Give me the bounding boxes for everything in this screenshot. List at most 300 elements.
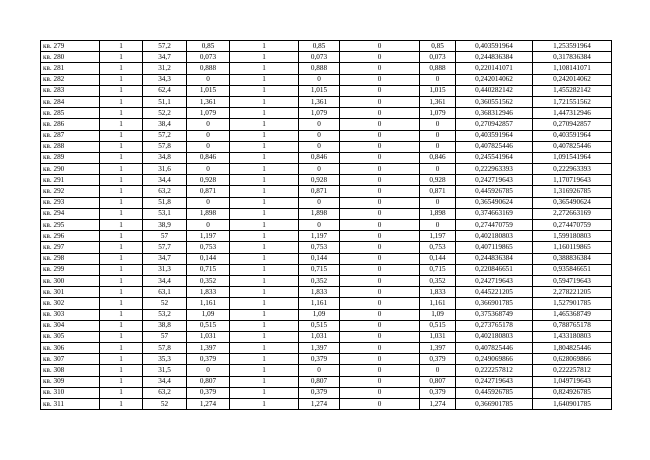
- value-a-cell: 1,09: [187, 309, 230, 320]
- factor-cell: 1: [230, 96, 299, 107]
- value-c-cell: 1,833: [420, 287, 456, 298]
- table-row: [41, 186, 612, 197]
- rate-cell: 0,273765178: [456, 320, 533, 331]
- value-a-cell: 1,197: [187, 231, 230, 242]
- factor-cell: 1: [230, 63, 299, 74]
- value-b-cell: 1,015: [299, 85, 340, 96]
- table-row: [41, 320, 612, 331]
- value-c-cell: 1,274: [420, 399, 456, 410]
- apartment-cell: кв. 284: [41, 96, 100, 107]
- rate-cell: 0,407825446: [456, 141, 533, 152]
- rate-cell: 0,242014062: [456, 74, 533, 85]
- zero-cell: 0: [340, 208, 420, 219]
- count-cell: 1: [100, 309, 143, 320]
- area-cell: 57: [143, 331, 187, 342]
- count-cell: 1: [100, 63, 143, 74]
- total-cell: 1,465368749: [533, 309, 612, 320]
- count-cell: 1: [100, 175, 143, 186]
- area-cell: 34,4: [143, 175, 187, 186]
- value-c-cell: 0: [420, 197, 456, 208]
- zero-cell: 0: [340, 309, 420, 320]
- value-b-cell: 1,031: [299, 331, 340, 342]
- value-a-cell: 0,871: [187, 186, 230, 197]
- total-cell: 0,407825446: [533, 141, 612, 152]
- table-row: [41, 264, 612, 275]
- factor-cell: 1: [230, 85, 299, 96]
- table-row: [41, 130, 612, 141]
- value-b-cell: 0: [299, 74, 340, 85]
- table-body: [41, 41, 612, 410]
- total-cell: 0,270942857: [533, 119, 612, 130]
- count-cell: 1: [100, 287, 143, 298]
- rate-cell: 0,242719643: [456, 376, 533, 387]
- table-row: [41, 52, 612, 63]
- table-row: [41, 231, 612, 242]
- table-row: [41, 96, 612, 107]
- value-c-cell: 0,352: [420, 275, 456, 286]
- zero-cell: 0: [340, 331, 420, 342]
- count-cell: 1: [100, 141, 143, 152]
- total-cell: 1,316926785: [533, 186, 612, 197]
- area-cell: 57,8: [143, 141, 187, 152]
- value-c-cell: 0,715: [420, 264, 456, 275]
- count-cell: 1: [100, 208, 143, 219]
- count-cell: 1: [100, 108, 143, 119]
- total-cell: 1,640901785: [533, 399, 612, 410]
- value-b-cell: 0: [299, 119, 340, 130]
- table-row: [41, 343, 612, 354]
- total-cell: 1,160119865: [533, 242, 612, 253]
- zero-cell: 0: [340, 85, 420, 96]
- zero-cell: 0: [340, 152, 420, 163]
- value-c-cell: 0: [420, 220, 456, 231]
- apartment-cell: кв. 302: [41, 298, 100, 309]
- zero-cell: 0: [340, 387, 420, 398]
- rate-cell: 0,403591964: [456, 130, 533, 141]
- factor-cell: 1: [230, 119, 299, 130]
- rate-cell: 0,220846651: [456, 264, 533, 275]
- area-cell: 52: [143, 298, 187, 309]
- apartment-cell: кв. 294: [41, 208, 100, 219]
- apartment-cell: кв. 292: [41, 186, 100, 197]
- table-row: [41, 152, 612, 163]
- zero-cell: 0: [340, 164, 420, 175]
- table-row: [41, 85, 612, 96]
- count-cell: 1: [100, 85, 143, 96]
- total-cell: 1,527901785: [533, 298, 612, 309]
- apartment-cell: кв. 310: [41, 387, 100, 398]
- zero-cell: 0: [340, 399, 420, 410]
- value-c-cell: 0,928: [420, 175, 456, 186]
- area-cell: 63,1: [143, 287, 187, 298]
- table-row: [41, 287, 612, 298]
- total-cell: 1,447312946: [533, 108, 612, 119]
- factor-cell: 1: [230, 343, 299, 354]
- area-cell: 57,7: [143, 242, 187, 253]
- count-cell: 1: [100, 96, 143, 107]
- value-a-cell: 0: [187, 74, 230, 85]
- value-c-cell: 0: [420, 119, 456, 130]
- value-b-cell: 1,833: [299, 287, 340, 298]
- zero-cell: 0: [340, 41, 420, 52]
- rate-cell: 0,440282142: [456, 85, 533, 96]
- area-cell: 53,2: [143, 309, 187, 320]
- zero-cell: 0: [340, 175, 420, 186]
- count-cell: 1: [100, 354, 143, 365]
- zero-cell: 0: [340, 275, 420, 286]
- factor-cell: 1: [230, 197, 299, 208]
- apartment-cell: кв. 296: [41, 231, 100, 242]
- area-cell: 31,6: [143, 164, 187, 175]
- zero-cell: 0: [340, 264, 420, 275]
- factor-cell: 1: [230, 298, 299, 309]
- total-cell: 1,108141071: [533, 63, 612, 74]
- apartment-cell: кв. 305: [41, 331, 100, 342]
- value-a-cell: 0,715: [187, 264, 230, 275]
- factor-cell: 1: [230, 130, 299, 141]
- factor-cell: 1: [230, 74, 299, 85]
- count-cell: 1: [100, 197, 143, 208]
- total-cell: 0,222963393: [533, 164, 612, 175]
- table-row: [41, 331, 612, 342]
- table-row: [41, 197, 612, 208]
- total-cell: 1,433180803: [533, 331, 612, 342]
- area-cell: 57,2: [143, 130, 187, 141]
- value-c-cell: 0: [420, 164, 456, 175]
- total-cell: 0,628069866: [533, 354, 612, 365]
- rate-cell: 0,407119865: [456, 242, 533, 253]
- value-c-cell: 0,807: [420, 376, 456, 387]
- table-row: [41, 309, 612, 320]
- value-a-cell: 1,161: [187, 298, 230, 309]
- count-cell: 1: [100, 119, 143, 130]
- total-cell: 1,091541964: [533, 152, 612, 163]
- value-b-cell: 0,352: [299, 275, 340, 286]
- area-cell: 38,4: [143, 119, 187, 130]
- factor-cell: 1: [230, 141, 299, 152]
- count-cell: 1: [100, 376, 143, 387]
- count-cell: 1: [100, 220, 143, 231]
- count-cell: 1: [100, 253, 143, 264]
- count-cell: 1: [100, 164, 143, 175]
- value-b-cell: 0,379: [299, 354, 340, 365]
- apartment-cell: кв. 306: [41, 343, 100, 354]
- value-b-cell: 0,846: [299, 152, 340, 163]
- value-b-cell: 0,753: [299, 242, 340, 253]
- rate-cell: 0,445926785: [456, 186, 533, 197]
- area-cell: 57: [143, 231, 187, 242]
- value-a-cell: 1,079: [187, 108, 230, 119]
- total-cell: 2,272663169: [533, 208, 612, 219]
- count-cell: 1: [100, 264, 143, 275]
- table-row: [41, 253, 612, 264]
- total-cell: 1,455282142: [533, 85, 612, 96]
- table-row: [41, 141, 612, 152]
- table-row: [41, 399, 612, 410]
- value-b-cell: 0,715: [299, 264, 340, 275]
- factor-cell: 1: [230, 275, 299, 286]
- value-b-cell: 1,09: [299, 309, 340, 320]
- apartment-cell: кв. 308: [41, 365, 100, 376]
- value-a-cell: 0,352: [187, 275, 230, 286]
- zero-cell: 0: [340, 242, 420, 253]
- zero-cell: 0: [340, 231, 420, 242]
- value-a-cell: 1,031: [187, 331, 230, 342]
- apartment-cell: кв. 293: [41, 197, 100, 208]
- rate-cell: 0,360551562: [456, 96, 533, 107]
- value-a-cell: 0,807: [187, 376, 230, 387]
- table-row: [41, 108, 612, 119]
- area-cell: 34,4: [143, 376, 187, 387]
- zero-cell: 0: [340, 108, 420, 119]
- value-a-cell: 0,928: [187, 175, 230, 186]
- value-b-cell: 1,898: [299, 208, 340, 219]
- value-b-cell: 0,144: [299, 253, 340, 264]
- total-cell: 0,935846651: [533, 264, 612, 275]
- value-a-cell: 0: [187, 164, 230, 175]
- zero-cell: 0: [340, 220, 420, 231]
- value-b-cell: 0,073: [299, 52, 340, 63]
- area-cell: 35,3: [143, 354, 187, 365]
- value-c-cell: 1,015: [420, 85, 456, 96]
- value-c-cell: 0,515: [420, 320, 456, 331]
- factor-cell: 1: [230, 331, 299, 342]
- value-c-cell: 0,846: [420, 152, 456, 163]
- value-a-cell: 0: [187, 141, 230, 152]
- total-cell: 0,274470759: [533, 220, 612, 231]
- zero-cell: 0: [340, 186, 420, 197]
- value-c-cell: 0,871: [420, 186, 456, 197]
- apartment-cell: кв. 307: [41, 354, 100, 365]
- count-cell: 1: [100, 74, 143, 85]
- value-b-cell: 0: [299, 164, 340, 175]
- value-c-cell: 0,379: [420, 354, 456, 365]
- apartment-cell: кв. 311: [41, 399, 100, 410]
- factor-cell: 1: [230, 287, 299, 298]
- count-cell: 1: [100, 331, 143, 342]
- count-cell: 1: [100, 41, 143, 52]
- apartment-cell: кв. 300: [41, 275, 100, 286]
- count-cell: 1: [100, 275, 143, 286]
- rate-cell: 0,402180803: [456, 231, 533, 242]
- total-cell: 0,317836384: [533, 52, 612, 63]
- rate-cell: 0,365490624: [456, 197, 533, 208]
- area-cell: 31,2: [143, 63, 187, 74]
- table-row: [41, 275, 612, 286]
- apartment-cell: кв. 291: [41, 175, 100, 186]
- rate-cell: 0,244836384: [456, 52, 533, 63]
- value-c-cell: 0,888: [420, 63, 456, 74]
- value-c-cell: 0: [420, 365, 456, 376]
- value-b-cell: 0,379: [299, 387, 340, 398]
- value-b-cell: 0,871: [299, 186, 340, 197]
- factor-cell: 1: [230, 208, 299, 219]
- apartment-cell: кв. 287: [41, 130, 100, 141]
- area-cell: 63,2: [143, 387, 187, 398]
- value-c-cell: 1,361: [420, 96, 456, 107]
- table-row: [41, 220, 612, 231]
- zero-cell: 0: [340, 130, 420, 141]
- total-cell: 1,804825446: [533, 343, 612, 354]
- count-cell: 1: [100, 186, 143, 197]
- value-a-cell: 0: [187, 130, 230, 141]
- total-cell: 0,594719643: [533, 275, 612, 286]
- rate-cell: 0,245541964: [456, 152, 533, 163]
- table-row: [41, 208, 612, 219]
- value-b-cell: 0: [299, 220, 340, 231]
- apartment-cell: кв. 286: [41, 119, 100, 130]
- value-b-cell: 0: [299, 365, 340, 376]
- area-cell: 52,2: [143, 108, 187, 119]
- factor-cell: 1: [230, 309, 299, 320]
- zero-cell: 0: [340, 320, 420, 331]
- value-b-cell: 1,361: [299, 96, 340, 107]
- apartment-cell: кв. 298: [41, 253, 100, 264]
- apartment-cell: кв. 279: [41, 41, 100, 52]
- value-a-cell: 0,888: [187, 63, 230, 74]
- zero-cell: 0: [340, 298, 420, 309]
- value-c-cell: 0,379: [420, 387, 456, 398]
- total-cell: 0,788765178: [533, 320, 612, 331]
- value-a-cell: 0: [187, 119, 230, 130]
- zero-cell: 0: [340, 119, 420, 130]
- table-row: [41, 63, 612, 74]
- value-a-cell: 1,898: [187, 208, 230, 219]
- count-cell: 1: [100, 130, 143, 141]
- factor-cell: 1: [230, 108, 299, 119]
- zero-cell: 0: [340, 354, 420, 365]
- apartment-cell: кв. 282: [41, 74, 100, 85]
- table-row: [41, 365, 612, 376]
- rate-cell: 0,274470759: [456, 220, 533, 231]
- value-b-cell: 1,274: [299, 399, 340, 410]
- area-cell: 62,4: [143, 85, 187, 96]
- value-b-cell: 0,85: [299, 41, 340, 52]
- rate-cell: 0,366901785: [456, 298, 533, 309]
- area-cell: 52: [143, 399, 187, 410]
- value-b-cell: 0: [299, 130, 340, 141]
- value-a-cell: 1,361: [187, 96, 230, 107]
- table-row: [41, 376, 612, 387]
- area-cell: 53,1: [143, 208, 187, 219]
- apartment-cell: кв. 288: [41, 141, 100, 152]
- value-a-cell: 0,379: [187, 354, 230, 365]
- value-a-cell: 0,85: [187, 41, 230, 52]
- zero-cell: 0: [340, 197, 420, 208]
- area-cell: 63,2: [143, 186, 187, 197]
- total-cell: 1,253591964: [533, 41, 612, 52]
- value-c-cell: 1,397: [420, 343, 456, 354]
- total-cell: 1,049719643: [533, 376, 612, 387]
- apartment-cell: кв. 290: [41, 164, 100, 175]
- rate-cell: 0,402180803: [456, 331, 533, 342]
- factor-cell: 1: [230, 175, 299, 186]
- area-cell: 38,9: [143, 220, 187, 231]
- area-cell: 38,8: [143, 320, 187, 331]
- table-row: [41, 119, 612, 130]
- count-cell: 1: [100, 399, 143, 410]
- factor-cell: 1: [230, 399, 299, 410]
- rate-cell: 0,242719643: [456, 275, 533, 286]
- rate-cell: 0,407825446: [456, 343, 533, 354]
- value-a-cell: 0,846: [187, 152, 230, 163]
- rate-cell: 0,222257812: [456, 365, 533, 376]
- table-row: [41, 74, 612, 85]
- value-b-cell: 0,515: [299, 320, 340, 331]
- factor-cell: 1: [230, 41, 299, 52]
- count-cell: 1: [100, 152, 143, 163]
- table-row: [41, 298, 612, 309]
- value-c-cell: 1,197: [420, 231, 456, 242]
- table-row: [41, 175, 612, 186]
- value-c-cell: 1,161: [420, 298, 456, 309]
- apartment-cell: кв. 309: [41, 376, 100, 387]
- value-a-cell: 0,753: [187, 242, 230, 253]
- value-c-cell: 0,85: [420, 41, 456, 52]
- total-cell: 1,721551562: [533, 96, 612, 107]
- value-b-cell: 1,161: [299, 298, 340, 309]
- apartment-cell: кв. 304: [41, 320, 100, 331]
- zero-cell: 0: [340, 253, 420, 264]
- rate-cell: 0,374663169: [456, 208, 533, 219]
- apartment-cell: кв. 295: [41, 220, 100, 231]
- area-cell: 51,1: [143, 96, 187, 107]
- count-cell: 1: [100, 242, 143, 253]
- zero-cell: 0: [340, 141, 420, 152]
- table-row: [41, 387, 612, 398]
- zero-cell: 0: [340, 287, 420, 298]
- value-a-cell: 1,274: [187, 399, 230, 410]
- value-c-cell: 0: [420, 74, 456, 85]
- table-row: [41, 164, 612, 175]
- area-cell: 34,7: [143, 253, 187, 264]
- rate-cell: 0,244836384: [456, 253, 533, 264]
- zero-cell: 0: [340, 52, 420, 63]
- total-cell: 0,403591964: [533, 130, 612, 141]
- rate-cell: 0,375368749: [456, 309, 533, 320]
- apartment-cell: кв. 297: [41, 242, 100, 253]
- factor-cell: 1: [230, 52, 299, 63]
- apartment-cell: кв. 281: [41, 63, 100, 74]
- apartment-cell: кв. 285: [41, 108, 100, 119]
- count-cell: 1: [100, 365, 143, 376]
- count-cell: 1: [100, 298, 143, 309]
- value-a-cell: 0,144: [187, 253, 230, 264]
- total-cell: 0,222257812: [533, 365, 612, 376]
- value-c-cell: 1,079: [420, 108, 456, 119]
- value-b-cell: 0,807: [299, 376, 340, 387]
- count-cell: 1: [100, 52, 143, 63]
- value-c-cell: 0,144: [420, 253, 456, 264]
- total-cell: 1,170719643: [533, 175, 612, 186]
- total-cell: 0,388836384: [533, 253, 612, 264]
- value-b-cell: 0,888: [299, 63, 340, 74]
- value-c-cell: 1,031: [420, 331, 456, 342]
- factor-cell: 1: [230, 231, 299, 242]
- factor-cell: 1: [230, 164, 299, 175]
- factor-cell: 1: [230, 354, 299, 365]
- value-a-cell: 1,015: [187, 85, 230, 96]
- factor-cell: 1: [230, 152, 299, 163]
- count-cell: 1: [100, 343, 143, 354]
- factor-cell: 1: [230, 376, 299, 387]
- value-a-cell: 1,397: [187, 343, 230, 354]
- rate-cell: 0,220141071: [456, 63, 533, 74]
- area-cell: 57,2: [143, 41, 187, 52]
- value-a-cell: 0,073: [187, 52, 230, 63]
- total-cell: 1,599180803: [533, 231, 612, 242]
- factor-cell: 1: [230, 220, 299, 231]
